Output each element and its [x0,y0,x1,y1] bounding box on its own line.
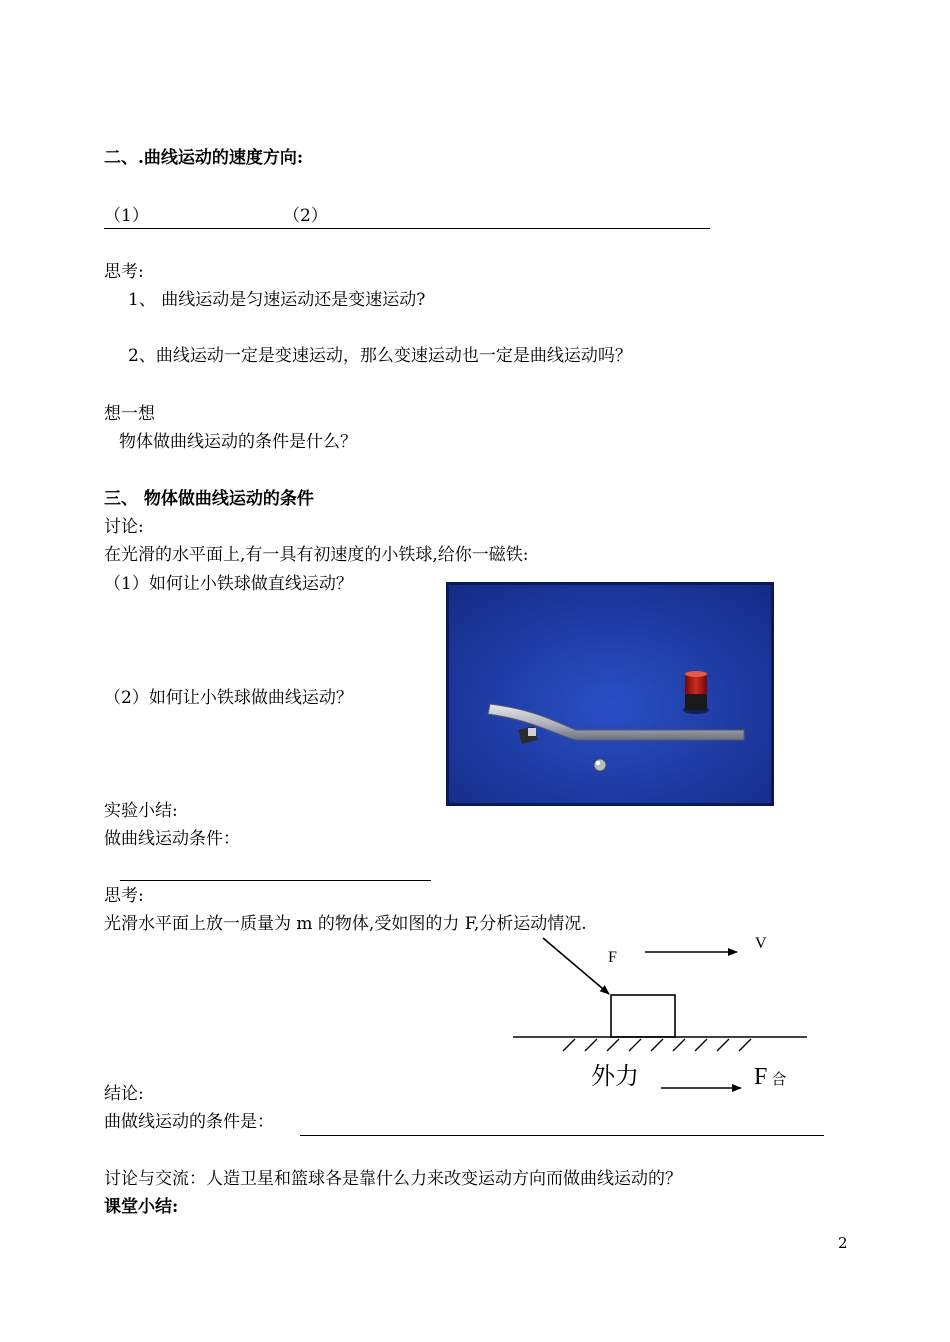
force-diagram [505,930,825,1100]
section-heading-curve-condition: 三、 物体做曲线运动的条件 [104,489,314,509]
block [611,995,675,1037]
answer-line-velocity [104,228,710,229]
ponder-label: 想一想 [104,404,155,424]
think-label: 思考: [104,262,144,282]
experiment-summary-label: 实验小结: [104,801,178,821]
velocity-label: V [755,935,767,952]
think-question-1: 1、 曲线运动是匀速运动还是变速运动? [128,290,426,310]
external-force-label: 外力 [591,1062,639,1090]
conclusion-label: 结论: [104,1084,144,1104]
force-arrow [543,938,609,994]
blank-label-2: （2） [283,206,328,226]
think-label-2: 思考: [104,886,144,906]
force-problem-text: 光滑水平面上放一质量为 m 的物体,受如图的力 F,分析运动情况. [104,914,587,934]
experiment-question-1: （1）如何让小铁球做直线运动？ [104,574,353,594]
experiment-intro: 在光滑的水平面上,有一具有初速度的小铁球,给你一磁铁: [104,545,529,565]
blank-label-1: （1） [104,206,149,226]
page-number: 2 [838,1234,848,1252]
conclusion-text: 曲做线运动的条件是： [104,1112,274,1132]
experiment-photo [446,582,774,806]
class-summary-label: 课堂小结: [104,1197,179,1217]
net-force-subscript: 合 [771,1070,787,1088]
answer-line-condition [120,880,431,881]
ground-hatching [563,1039,751,1051]
discussion-exchange: 讨论与交流：人造卫星和篮球各是靠什么力来改变运动方向而做曲线运动的？ [104,1169,682,1189]
section-heading-velocity-direction: 二、.曲线运动的速度方向: [104,148,304,168]
curve-condition-label: 做曲线运动条件： [104,829,240,849]
net-force-label: F合 [754,1064,787,1090]
discuss-label: 讨论: [104,517,144,537]
think-question-2: 2、曲线运动一定是变速运动，那么变速运动也一定是曲线运动吗？ [128,346,632,366]
experiment-question-2: （2）如何让小铁球做曲线运动？ [104,688,353,708]
answer-line-conclusion [300,1135,824,1136]
force-label: F [608,949,617,966]
ponder-question: 物体做曲线运动的条件是什么？ [119,432,357,452]
